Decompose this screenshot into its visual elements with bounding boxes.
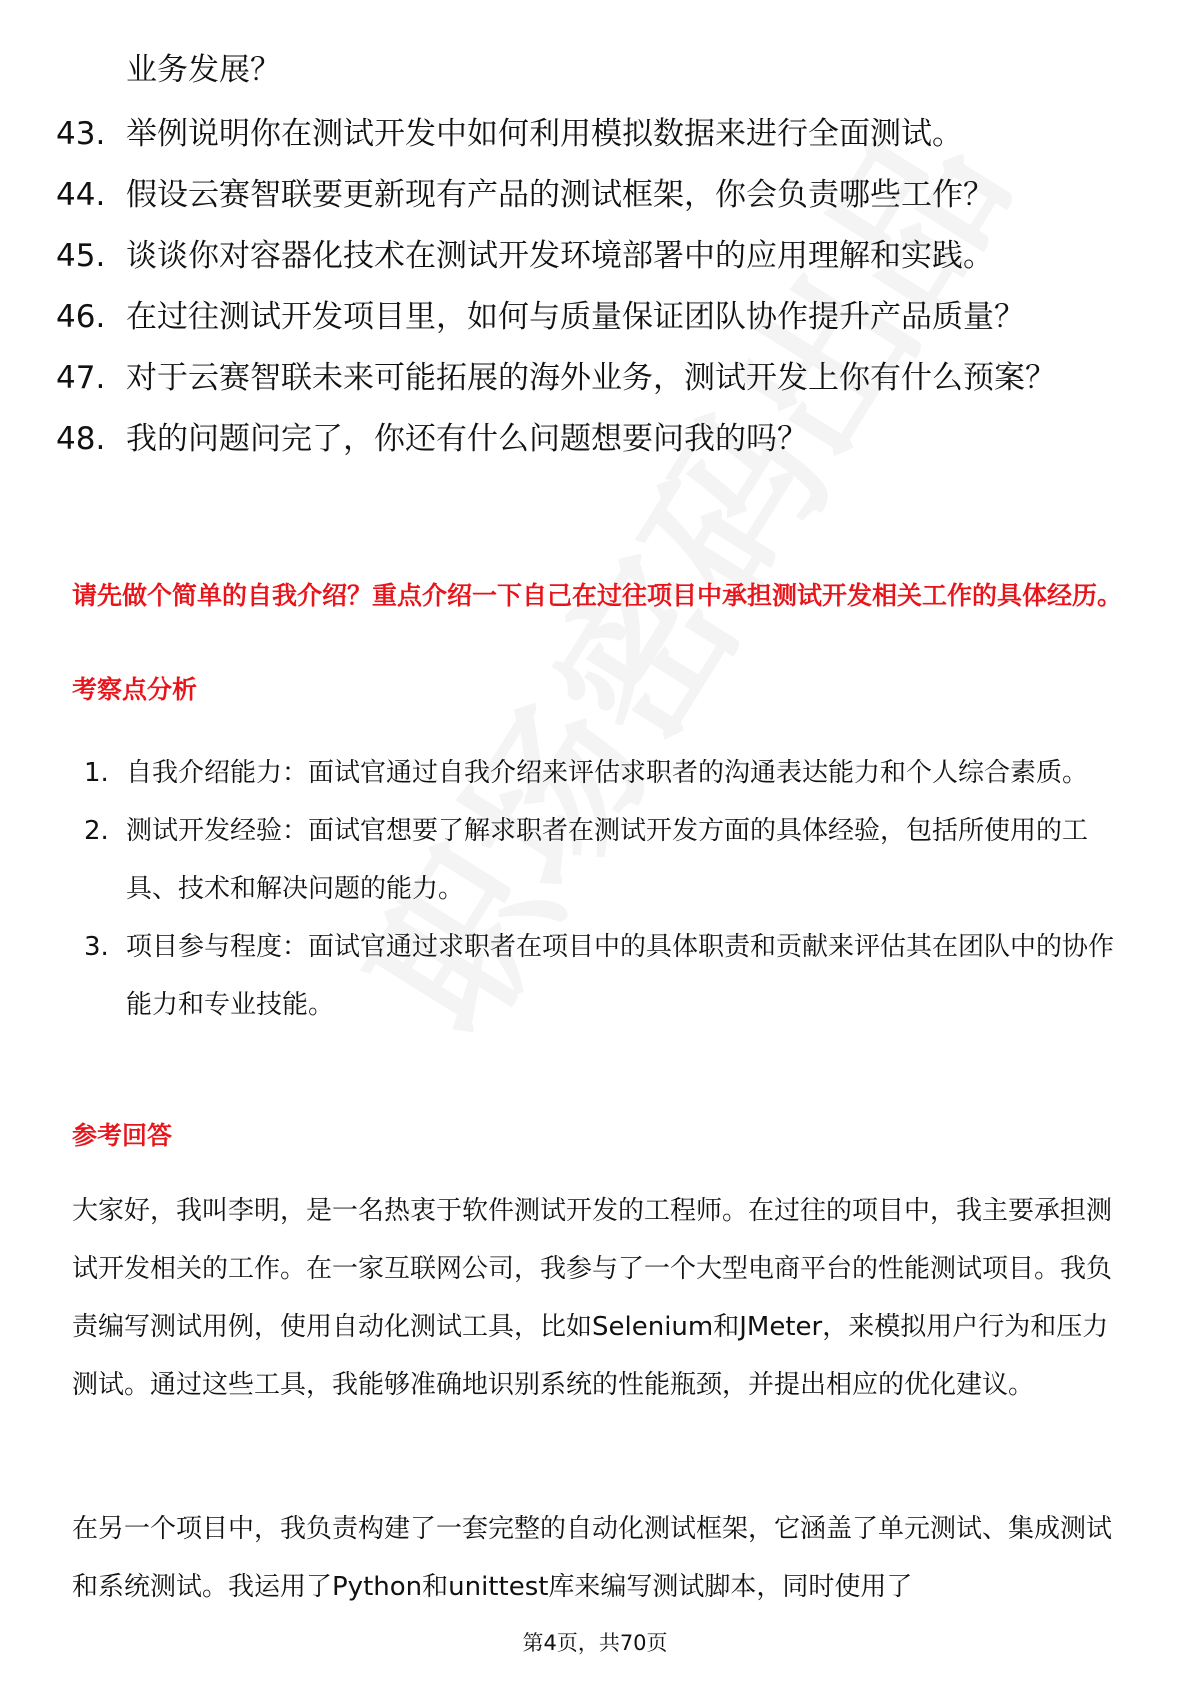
question-item [56, 234, 1096, 278]
question-text: 我的问题问完了，你还有什么问题想要问我的吗？ [126, 421, 808, 457]
question-text: 在过往测试开发项目里，如何与质量保证团队协作提升产品质量？ [126, 299, 1025, 335]
analysis-number: 1. [84, 758, 109, 788]
question-item [56, 112, 1096, 156]
question-list [56, 112, 1136, 478]
analysis-list [84, 744, 1134, 1034]
question-item [56, 417, 1096, 461]
answer-paragraph: 大家好，我叫李明，是一名热衷于软件测试开发的工程师。在过往的项目中，我主要承担测试开发相关的工作。在一家互联网公司，我参与了一个大型电商平台的性能测试项目。我负责编写测试用例，使用自动化测试工具，比如Selenium和JMeter，来模拟用户行为和压力测试。通过这些工具，我能够准确地识别系统的性能瓶颈，并提出相应的优化建议。 [72, 1196, 1113, 1400]
analysis-item [84, 802, 1134, 918]
question-item [56, 356, 1096, 400]
question-number: 45. [56, 238, 106, 274]
answer-paragraph: 在另一个项目中，我负责构建了一套完整的自动化测试框架，它涵盖了单元测试、集成测试和系统测试。我运用了Python和unittest库来编写测试脚本，同时使用了 [72, 1514, 1113, 1602]
question-number: 47. [56, 360, 106, 396]
question-text: 举例说明你在测试开发中如何利用模拟数据来进行全面测试。 [126, 116, 963, 152]
analysis-item [84, 744, 1134, 802]
question-text: 假设云赛智联要更新现有产品的测试框架，你会负责哪些工作？ [126, 177, 994, 213]
analysis-number: 3. [84, 932, 109, 962]
question-continuation: 业务发展？ [126, 52, 281, 88]
question-number: 43. [56, 116, 106, 152]
analysis-text: 测试开发经验：面试官想要了解求职者在测试开发方面的具体经验，包括所使用的工具、技术和解决问题的能力。 [126, 816, 1089, 904]
analysis-heading: 考察点分析 [72, 675, 198, 704]
question-item [56, 173, 1096, 217]
question-text: 谈谈你对容器化技术在测试开发环境部署中的应用理解和实践。 [126, 238, 994, 274]
analysis-text: 自我介绍能力：面试官通过自我介绍来评估求职者的沟通表达能力和个人综合素质。 [126, 758, 1089, 788]
answer-heading: 参考回答 [72, 1121, 173, 1150]
analysis-item [84, 918, 1134, 1034]
featured-question: 请先做个简单的自我介绍？重点介绍一下自己在过往项目中承担测试开发相关工作的具体经历。 [72, 581, 1123, 610]
question-item [56, 295, 1096, 339]
question-number: 46. [56, 299, 106, 335]
question-number: 44. [56, 177, 106, 213]
page-footer: 第4页，共70页 [522, 1631, 668, 1655]
question-number: 48. [56, 421, 106, 457]
analysis-text: 项目参与程度：面试官通过求职者在项目中的具体职责和贡献来评估其在团队中的协作能力和专业技能。 [126, 932, 1115, 1020]
analysis-number: 2. [84, 816, 109, 846]
question-text: 对于云赛智联未来可能拓展的海外业务，测试开发上你有什么预案？ [126, 360, 1056, 396]
